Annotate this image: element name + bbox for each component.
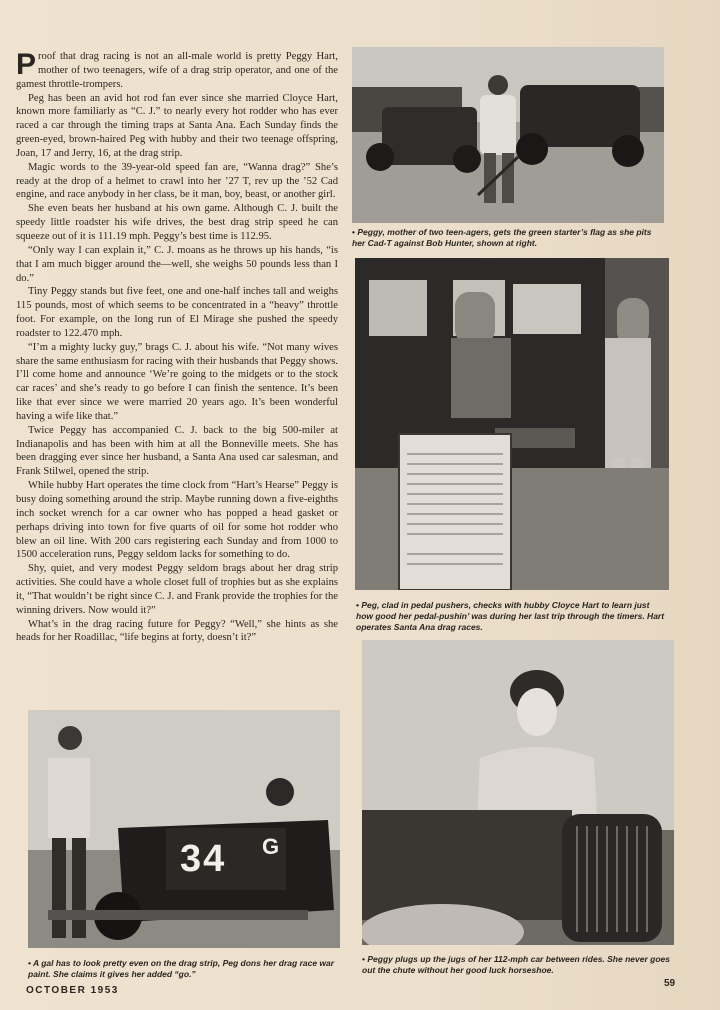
article-paragraph: Peg has been an avid hot rod fan ever since she married Cloyce Hart, known more familiarly as “C. J.” to nearly every hot rodder who has ever raced a car through the timing traps at Santa Ana. Each Sunday finds the green-eyed, brown-haired Peg with hubby and their two teenage offspring, Joan, 17 and Jerry, 16, at the drag strip. [16,92,338,159]
article-body [16,50,338,645]
article-paragraph: Twice Peggy has accompanied C. J. back to the big 500-miler at Indianapolis and has been with him at all the Bonneville meets. She has been dragging ever since her husband, a Santa Ana used car salesman, and Frank Stilwel, opened the strip. [16,424,338,478]
photo-peggy-helmet-image [362,640,674,945]
article-paragraph: Magic words to the 39-year-old speed fan are, “Wanna drag?” She’s ready at the drop of a helmet to crawl into her ’27 T, rev up the ’52 Cad engine, and race anybody in her class, be it man, boy, beast, or another girl. [16,161,338,201]
page-number: 59 [664,978,676,989]
article-paragraph: Shy, quiet, and very modest Peggy seldom brags about her drag strip activities. She could have a whole closet full of trophies but as she explains it, “That wouldn’t be right since C. J. and Frank provide the trophies for the winning drivers. Now would it?” [16,563,338,616]
car-letter-g: G [262,834,280,859]
caption-photo-3: • A gal has to look pretty even on the drag strip, Peg dons her drag race war paint. She claims it gives her added “go.” [28,958,335,979]
caption-photo-4: • Peggy plugs up the jugs of her 112-mph car between rides. She never goes out the chute without her good luck horseshoe. [362,954,670,975]
photo-starter-flag-image [352,47,664,223]
article-paragraph: What’s in the drag racing future for Peggy? “Well,” she hints as she heads for her Roadillac, “life begins at forty, doesn’t it?” [16,618,338,644]
drop-cap: P [16,48,37,81]
photo-timing-board [355,258,669,590]
article-paragraph: “Only way I can explain it,” C. J. moans as he throws up his hands, “is that I am much bigger around the—well, she weighs 50 pounds less than I do.” [16,244,338,284]
photo-roadster-34 [28,710,340,948]
photo-starter-flag [352,47,664,223]
photo-timing-board-image [355,258,669,590]
issue-date: OCTOBER 1953 [26,985,119,996]
car-number-34: 34 [180,838,227,880]
article-paragraph: She even beats her husband at his own game. Although C. J. built the speedy little roadster his wife drives, the best drag strip speed he can squeeze out of it is 111.19 mph. Peggy’s best time is 112.95. [16,203,338,242]
article-paragraph: Tiny Peggy stands but five feet, one and one-half inches tall and weighs 115 pounds, most of which seems to be concentrated in a “heavy” throttle foot. For example, on the long run of El Mirage she pushed the speedy roadster to 122.470 mph. [16,286,338,339]
article-paragraph: While hubby Hart operates the time clock from “Hart’s Hearse” Peggy is busy doing something around the strip. Maybe running down a five-eighths inch socket wrench for a car owner who has popped a head gasket or perhaps driving into town for five quarts of oil for some hot rodder who blew an oil line. With 200 cars registering each Sunday and from 1000 to 1500 acceleration runs, Peggy seldom lacks for something to do. [16,480,338,561]
photo-peggy-helmet [362,640,674,945]
article-paragraph: Proof that drag racing is not an all-male world is pretty Peggy Hart, mother of two teenagers, wife of a drag strip operator, and one of the gamest throttle-trompers. [16,48,338,90]
caption-photo-2: • Peg, clad in pedal pushers, checks with hubby Cloyce Hart to learn just how good her pedal-pushin’ was during her last trip through the timers. Hart operates Santa Ana drag races. [356,600,665,632]
caption-photo-1: • Peggy, mother of two teen-agers, gets the green starter’s flag as she pits her Cad-T against Bob Hunter, shown at right. [352,227,652,248]
article-paragraph: “I’m a mighty lucky guy,” brags C. J. about his wife. “Not many wives share the same enthusiasm for racing with their husbands that Peggy shows. I’ll come home and announce ‘We’re going to the midgets or to the stock car races’ and she’s ready to go before I can finish the sentence. It’s been like that ever since we were married 20 years ago. It’s been wonderful having a wife like that.” [16,341,338,422]
photo-roadster-34-image [28,710,340,948]
